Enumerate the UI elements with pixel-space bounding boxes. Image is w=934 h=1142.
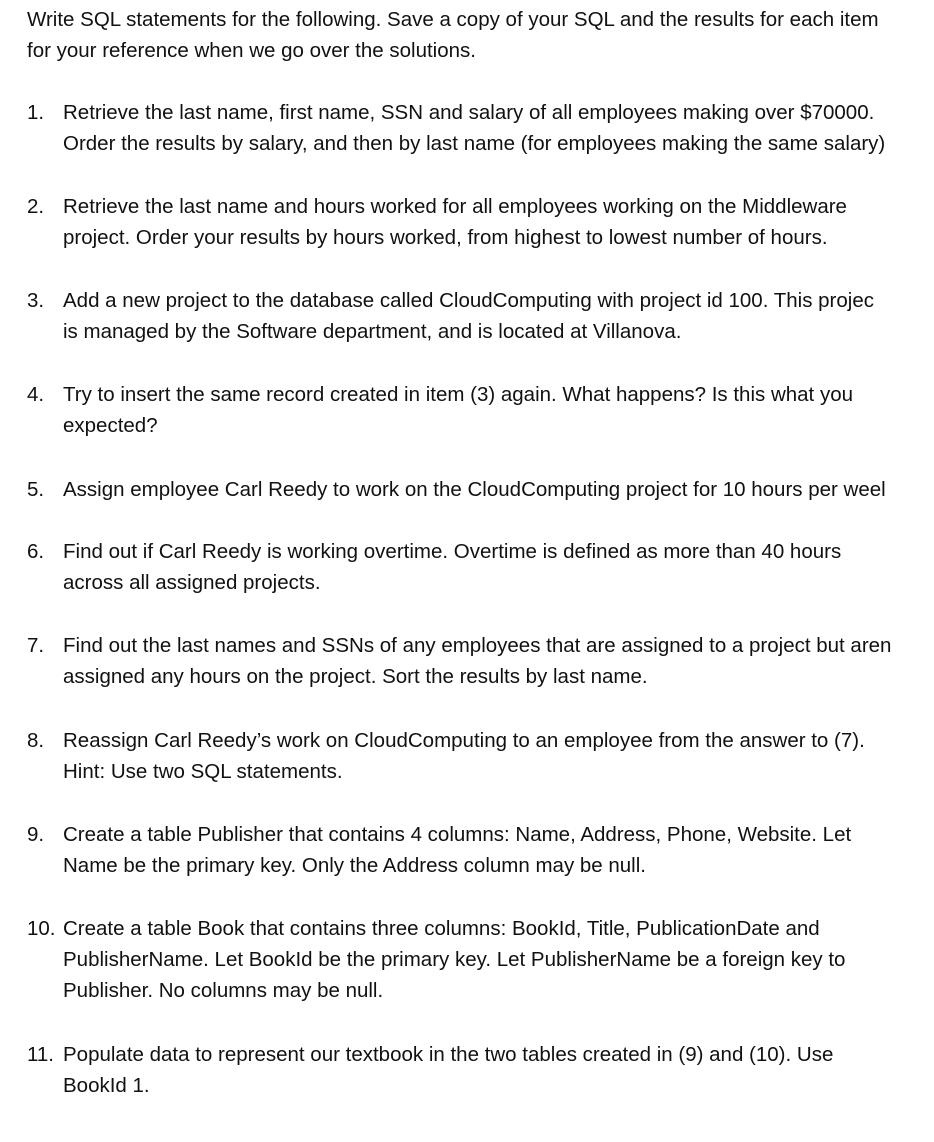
question-number: 8. <box>27 729 45 752</box>
question-number: 4. <box>27 383 45 406</box>
question-line: Try to insert the same record created in item (3) again. What happens? Is this what you <box>63 383 854 406</box>
question-line: assigned any hours on the project. Sort the results by last name. <box>63 665 648 688</box>
question-line: Assign employee Carl Reedy to work on the CloudComputing project for 10 hours per weel <box>63 478 886 501</box>
question-line: Publisher. No columns may be null. <box>63 979 384 1002</box>
question-text <box>63 97 885 159</box>
question-text <box>63 536 841 598</box>
question-line: Retrieve the last name, first name, SSN and salary of all employees making over $70000. <box>63 101 875 124</box>
question-number: 10. <box>27 917 56 940</box>
question-line: Add a new project to the database called CloudComputing with project id 100. This projec <box>63 289 874 312</box>
question-line: Name be the primary key. Only the Address column may be null. <box>63 854 646 877</box>
question-line: Find out if Carl Reedy is working overtime. Overtime is defined as more than 40 hours <box>63 540 842 563</box>
question-text <box>63 191 847 253</box>
question-number: 1. <box>27 101 45 124</box>
question-line: Populate data to represent our textbook in the two tables created in (9) and (10). Use <box>63 1043 834 1066</box>
question-text <box>63 285 874 347</box>
question-line: Create a table Book that contains three columns: BookId, Title, PublicationDate and <box>63 917 820 940</box>
question-line: Hint: Use two SQL statements. <box>63 760 343 783</box>
question-text <box>63 819 851 881</box>
question-number: 2. <box>27 195 45 218</box>
instructions-line: Write SQL statements for the following. Save a copy of your SQL and the results for each item <box>27 8 879 31</box>
question-line: Order the results by salary, and then by last name (for employees making the same salary) <box>63 132 886 155</box>
question-line: across all assigned projects. <box>63 571 321 594</box>
question-text <box>63 913 845 1006</box>
question-number: 3. <box>27 289 45 312</box>
question-line: Find out the last names and SSNs of any employees that are assigned to a project but aren <box>63 634 892 657</box>
question-text <box>63 474 886 505</box>
question-line: expected? <box>63 414 158 437</box>
question-text <box>63 379 853 441</box>
question-text <box>63 630 891 692</box>
question-number: 7. <box>27 634 45 657</box>
question-number: 5. <box>27 478 45 501</box>
question-number: 11. <box>27 1043 54 1066</box>
question-line: Reassign Carl Reedy’s work on CloudComputing to an employee from the answer to (7). <box>63 729 865 752</box>
question-text <box>63 725 865 787</box>
instructions-paragraph <box>27 4 879 66</box>
question-text <box>63 1039 833 1101</box>
question-number: 9. <box>27 823 45 846</box>
question-line: PublisherName. Let BookId be the primary key. Let PublisherName be a foreign key to <box>63 948 846 971</box>
question-line: is managed by the Software department, and is located at Villanova. <box>63 320 682 343</box>
question-line: project. Order your results by hours worked, from highest to lowest number of hours. <box>63 226 828 249</box>
question-number: 6. <box>27 540 45 563</box>
question-line: Create a table Publisher that contains 4 columns: Name, Address, Phone, Website. Let <box>63 823 852 846</box>
question-line: Retrieve the last name and hours worked for all employees working on the Middleware <box>63 195 847 218</box>
instructions-line: for your reference when we go over the solutions. <box>27 39 476 62</box>
question-line: BookId 1. <box>63 1074 150 1097</box>
